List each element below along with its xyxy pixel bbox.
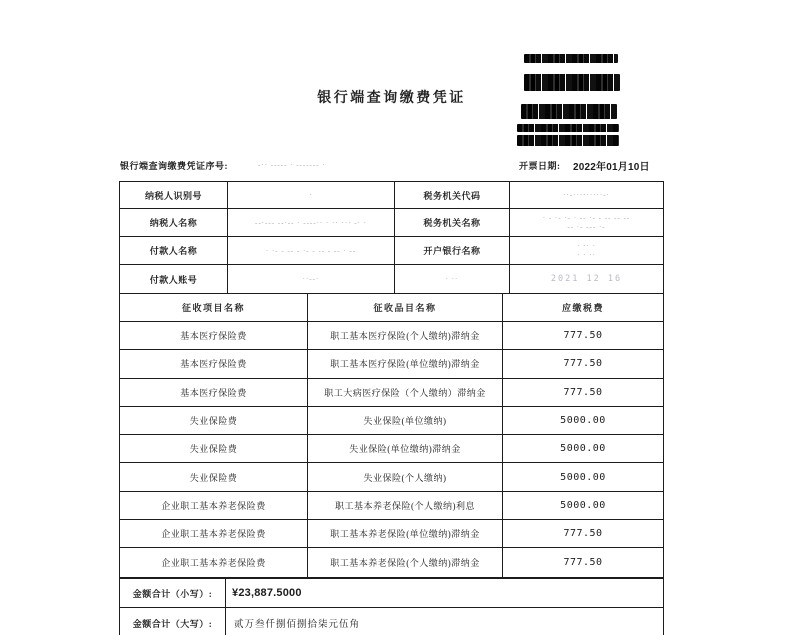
- project-cell: 失业保险费: [120, 435, 308, 463]
- totals-table: [119, 578, 664, 635]
- item-cell: 职工基本养老保险(个人缴纳)滞纳金: [308, 548, 503, 576]
- column-header-project: 征收项目名称: [120, 294, 308, 322]
- issue-date-label: 开票日期:: [519, 161, 561, 171]
- column-header-amount: 应缴税费: [503, 294, 663, 322]
- redacted-text-line: · - ·- ·- · -- ·- - -- -- --: [542, 214, 631, 222]
- item-cell: 失业保险(单位缴纳)滞纳金: [308, 435, 503, 463]
- total-lowercase-label: 金额合计（小写）:: [120, 579, 226, 608]
- project-cell: 基本医疗保险费: [120, 322, 308, 350]
- serial-label: 银行端查询缴费凭证序号:: [120, 161, 228, 171]
- document-title: 银行端查询缴费凭证: [317, 91, 466, 106]
- redacted-stamp-line: [517, 124, 619, 132]
- project-cell: 失业保险费: [120, 407, 308, 435]
- item-cell: 失业保险(个人缴纳): [308, 463, 503, 491]
- taxpayer-info-table: [119, 181, 664, 294]
- redacted-text-line: · · ··: [577, 251, 596, 259]
- levy-items-table: [119, 293, 664, 578]
- tax-authority-code-label: 税务机关代码: [395, 182, 510, 209]
- tax-authority-code-value: ··-·········-·: [510, 182, 663, 209]
- total-lowercase-value: ¥23,887.5000: [226, 579, 663, 608]
- serial-date-row: [120, 159, 663, 173]
- total-uppercase-value: 贰万叁仟捌佰捌拾柒元伍角: [234, 620, 361, 630]
- item-cell: 职工基本养老保险(个人缴纳)利息: [308, 492, 503, 520]
- tax-authority-name-value: [510, 209, 663, 237]
- redacted-stamp-line: [524, 54, 618, 63]
- tax-authority-name-label: 税务机关名称: [395, 209, 510, 237]
- payer-account-label: 付款人账号: [120, 265, 228, 293]
- item-cell: 职工基本医疗保险(单位缴纳)滞纳金: [308, 350, 503, 378]
- amount-cell: 5000.00: [503, 463, 663, 491]
- project-cell: 企业职工基本养老保险费: [120, 520, 308, 548]
- item-cell: 职工大病医疗保险（个人缴纳）滞纳金: [308, 379, 503, 407]
- total-uppercase-label: 金额合计（大写）:: [120, 608, 226, 635]
- project-cell: 企业职工基本养老保险费: [120, 492, 308, 520]
- redacted-stamp-line: [517, 135, 619, 146]
- payer-account-value: ··--·: [228, 265, 395, 293]
- amount-cell: 5000.00: [503, 492, 663, 520]
- item-cell: 职工基本医疗保险(个人缴纳)滞纳金: [308, 322, 503, 350]
- amount-cell: 5000.00: [503, 407, 663, 435]
- taxpayer-name-label: 纳税人名称: [120, 209, 228, 237]
- redacted-text-line: · ·· ·: [577, 242, 596, 250]
- bank-name-value: [510, 237, 663, 265]
- payer-name-label: 付款人名称: [120, 237, 228, 265]
- taxpayer-id-label: 纳税人识别号: [120, 182, 228, 209]
- column-header-item: 征收品目名称: [308, 294, 503, 322]
- redacted-label: · ··: [395, 265, 510, 293]
- project-cell: 基本医疗保险费: [120, 379, 308, 407]
- project-cell: 企业职工基本养老保险费: [120, 548, 308, 576]
- redacted-stamp-line: [524, 74, 620, 91]
- redacted-text-line: -- ·- --- ·-: [567, 223, 606, 231]
- faint-date-value: 2021 12 16: [550, 274, 623, 284]
- amount-cell: 777.50: [503, 379, 663, 407]
- payer-name-value: · ·- - -- - ·- - -- - -- · --: [228, 237, 395, 265]
- taxpayer-id-value: ·: [228, 182, 395, 209]
- taxpayer-name-value: --·--- --·-- · ----·· · ·· ··· -· ·: [228, 209, 395, 237]
- issue-date-value: 2022年01月10日: [573, 162, 650, 173]
- redacted-stamp-line: [521, 104, 617, 119]
- serial-value-redacted: -·· ----- · ------- ·: [258, 161, 326, 169]
- amount-cell: 777.50: [503, 350, 663, 378]
- amount-cell: 777.50: [503, 520, 663, 548]
- item-cell: 职工基本养老保险(单位缴纳)滞纳金: [308, 520, 503, 548]
- amount-cell: 777.50: [503, 322, 663, 350]
- amount-cell: 777.50: [563, 557, 603, 569]
- project-cell: 失业保险费: [120, 463, 308, 491]
- project-cell: 基本医疗保险费: [120, 350, 308, 378]
- bank-name-label: 开户银行名称: [395, 237, 510, 265]
- item-cell: 失业保险(单位缴纳): [308, 407, 503, 435]
- amount-cell: 5000.00: [503, 435, 663, 463]
